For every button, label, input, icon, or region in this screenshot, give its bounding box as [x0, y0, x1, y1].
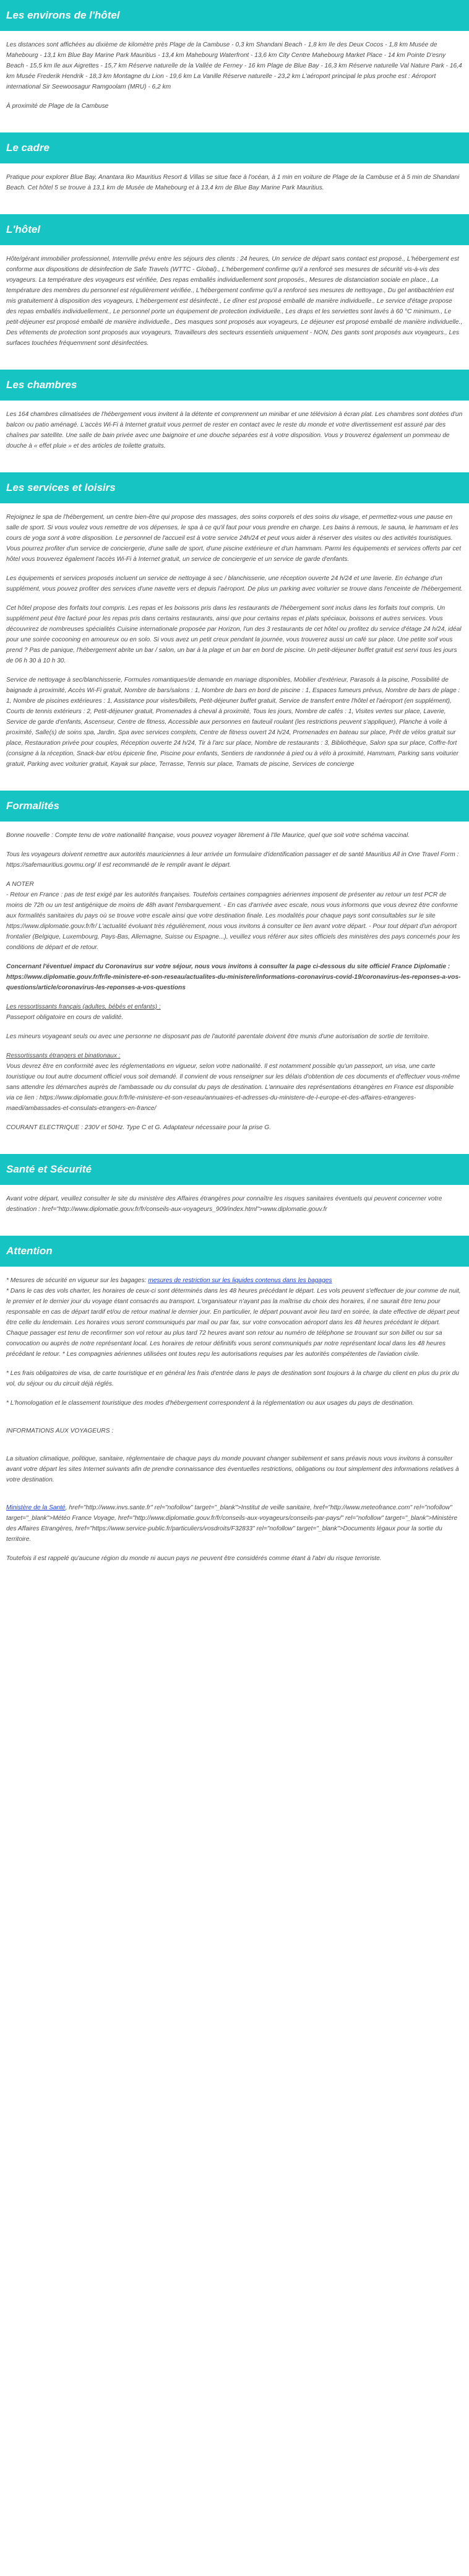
section-title-formalites: Formalités [0, 791, 469, 822]
formalites-etrangers [6, 1051, 463, 1114]
formalites-ressortissants-fr-title: Les ressortissants français (adultes, bébés et enfants) : [6, 1004, 161, 1010]
attention-bagages [6, 1275, 463, 1360]
formalites-mineurs: Les mineurs voyageant seuls ou avec une personne ne disposant pas de l'autorité parentale doivent être munis d'une autorisation de sortie de territoire. [6, 1033, 430, 1040]
formalites-etrangers-title: Ressortissants étrangers et binationaux : [6, 1052, 121, 1059]
section-title-hotel: L'hôtel [0, 214, 469, 245]
section-body-attention [0, 1267, 469, 1575]
hotel-text: Hôte/gérant immobilier professionnel, Interrville prévu entre les séjours des clients : 24 heures, Un service de départ sans contact est proposé., L'hébergement est conforme aux dispositions de désinfection de Safe Travels (WTTC - Global)., L'hébergement confirme qu'il a renforcé ses mesures de sécurité vis-à-vis des voyageurs. La température des voyageurs est vérifiée, Des repas emballés individuellement sont proposés., Mesures de distanciation sociale en place., La température des membres du personnel est régulièrement vérifiée., L'hébergement confirme qu'il a renforcé ses mesures de nettoyage., Du gel antibactérien est mis gratuitement à disposition des voyageurs, L'hébergement est désinfecté., Le dîner est proposé emballé de manière individuelle., Le service d'étage propose des repas emballés individuellement., Le personnel porte un équipement de protection individuelle., Les draps et les serviettes sont lavés à 60 °C minimum., Le petit-déjeuner est proposé emballé de manière individuelle., Des masques sont proposés aux voyageurs, Le déjeuner est proposé emballé de manière individuelle., Des vêtements de protection sont proposés aux voyageurs, Travailleurs des secteurs essentiels uniquement - NON, Des gants sont proposés aux voyageurs., Les surfaces touchées fréquemment sont désinfectées. [6, 256, 463, 347]
services-equipements: Les équipements et services proposés incluent un service de nettoyage à sec / blanchisserie, une réception ouverte 24 h/24 et une laverie. En échange d'un supplément, vous pouvez profiter des services d'une navette vers et depuis l'aéroport. De plus un parking avec voiturier se trouve dans l'enceinte de l'hébergement. [6, 575, 463, 592]
link-ministere-sante[interactable]: Ministère de la Santé [6, 1504, 66, 1511]
formalites-ressortissants-fr [6, 1002, 463, 1023]
formalites-a-noter-text: - Retour en France : pas de test exigé par les autorités françaises. Toutefois certaines compagnies aériennes imposent de présenter au retour un test PCR de moins de 72h ou un test antigénique de moins de 48h avant l'embarquement. - En cas d'arrivée avec escale, nous vous informons que vous devrez être conforme aux formalités sanitaires du pays où se trouve votre escale ainsi que votre destination finale. Les modalités pour chaque pays sont consultables sur le site https://www.diplomatie.gouv.fr/fr/ L'actualité évoluant très régulièrement, nous vous invitons à consulter ce lien avant votre départ. - Pour tout départ d'un aéroport frontalier (Belgique, Luxembourg, Pays-Bas, Allemagne, Suisse ou Espagne...), veuillez vous référer aux sites officiels des ministères des pays concernés pour les conditions de départ et de retour. [6, 891, 460, 951]
section-title-cadre: Le cadre [0, 132, 469, 163]
attention-bagages-prefix: * Mesures de sécurité en vigueur sur les bagages: [6, 1277, 148, 1284]
spacer [0, 360, 469, 370]
attention-sites [6, 1503, 463, 1545]
attention-homologation: * L'homologation et le classement touristique des modes d'hébergement correspondent à la réglementation ou aux usages du pays de destination. [6, 1400, 415, 1407]
formalites-bonne-nouvelle: Bonne nouvelle : Compte tenu de votre nationalité française, vous pouvez voyager librement à l'Ile Maurice, quel que soit votre schéma vaccinal. [6, 832, 410, 839]
formalites-coronavirus: Concernant l'éventuel impact du Coronavirus sur votre séjour, nous vous invitons à consulter la page ci-dessous du site officiel France Diplomatie : https://www.diplomatie.gouv.fr/fr/le-ministere-et-son-reseau/actualites-du-ministere/informations-coronavirus-covid-19/coronavirus-les-reponses-a-vos-questions/article/coronavirus-les-reponses-a-vos-questions [6, 963, 461, 991]
environs-proximity: À proximité de Plage de la Cambuse [6, 103, 109, 110]
section-body-cadre [0, 163, 469, 204]
services-restauration: Cet hôtel propose des forfaits tout compris. Les repas et les boissons pris dans les restaurants de l'hébergement sont inclus dans les forfaits tout compris. Un supplément peut être facturé pour les repas pris dans certains restaurants, ainsi que pour certains repas et plats spéciaux, boissons et autres services. Vous découvrirez de nombreuses spécialités Cuisine internationale proposée par Horizon, l'un des 3 restaurants de cet hôtel ou profitez du service d'étage 24 h/24, idéal pour une soirée cocooning en amoureux ou en solo. Si vous avez un petit creux pendant la journée, vous trouverez aussi un café sur place. Une petite soif vous prend ? Pas de panique, l'hébergement abrite un bar / salon, un bar à la plage et un bar en bord de piscine. Un petit-déjeuner buffet gratuit est servi tous les jours de 06 h 30 à 10 h 30. [6, 605, 462, 664]
formalites-ressortissants-fr-text: Passeport obligatoire en cours de validité. [6, 1014, 124, 1021]
environs-distances: Les distances sont affichées au dixième de kilomètre près Plage de la Cambuse - 0,3 km Shandani Beach - 1,8 km Ile des Deux Cocos - 1,8 km Musée de Mahebourg - 13,1 km Blue Bay Marine Park Mauritius - 13,4 km Mahebourg Waterfront - 13,6 km City Centre Mahebourg Market Place - 14 km Pointe D'esny Beach - 15,5 km Ile aux Aigrettes - 15,7 km Réserve naturelle de la Vallée de Ferney - 16 km Plage de Blue Bay - 16,3 km Réserve naturelle Val Nature Park - 16,4 km Musée Frederik Hendrik - 18,3 km Montagne du Lion - 19,6 km La Vanille Réserve naturelle - 23,2 km L'aéroport principal le plus proche est : Aéroport international Sir Seewoosagur Ramgoolam (MRU) - 6,2 km [6, 41, 462, 90]
attention-situation: La situation climatique, politique, sanitaire, réglementaire de chaque pays du monde pouvant changer subitement et sans préavis nous vous invitons à consulter avant votre départ les sites Internet suivants afin de prendre connaissance des éventuelles restrictions, obligations ou tout simplement des informations relatives à votre destination. [6, 1455, 459, 1483]
section-body-chambres [0, 401, 469, 462]
attention-infos-voyageurs-title: INFORMATIONS AUX VOYAGEURS : [6, 1428, 114, 1434]
formalites-etrangers-text: Vous devrez être en conformité avec les réglementations en vigueur, selon votre nationalité. Il est notamment possible qu'un passeport, un visa, une carte touristique ou tout autre document officiel vous soit demandé. Il convient de vous renseigner sur les délais d'obtention de ces documents et d'effectuer vous-même sans attendre les démarches auprès de l'ambassade ou du consulat du pays de destination. L'annuaire des représentations étrangères en France est disponible via ce lien : https://www.diplomatie.gouv.fr/fr/le-ministere-et-son-reseau/annuaires-et-adresses-du-ministere-de-l-europe-et-des-affaires-etrangeres-maedi/ambassades-et-consulats-etrangers-en-france/ [6, 1063, 460, 1112]
services-spa: Rejoignez le spa de l'hébergement, un centre bien-être qui propose des massages, des soins corporels et des soins du visage, et permettez-vous une pause en salle de sport. Si vous voulez vous remettre de vos dépenses, le spa à ce qu'il faut pour vous prendre en charge. Les bains à remous, le sauna, le hammam et les cours de yoga sont à votre disposition. Le personnel de l'accueil est à votre service 24h/24 et peut vous aider à réserver des visites ou des activités touristiques. Vous pourrez profiter d'un service de conciergerie, d'une salle de sport, d'une piscine extérieure et d'un hammam. Parmi les équipements et services offerts par cet hôtel vous trouverez également l'accès Wi-Fi à Internet gratuit, un service de conciergerie et un service de garde d'enfants. [6, 514, 462, 563]
attention-sites-text: , href="http://www.invs.sante.fr" rel="nofollow" target="_blank">Institut de veille sanitaire, href="http://www.meteofrance.com" rel="nofollow" target="_blank">Météo France Voyage, href="http://www.diplomatie.gouv.fr/fr/conseils-aux-voyageurs/conseils-par-pays/" rel="nofollow" target="_blank">Ministère des Affaires Etrangères, href="https://www.service-public.fr/particuliers/vosdroits/F32833" rel="nofollow" target="_blank">Documents légaux pour la sortie du territoire. [6, 1504, 458, 1543]
formalites-formulaire: Tous les voyageurs doivent remettre aux autorités mauriciennes à leur arrivée un formulaire d'identification passager et de santé Mauritius All in One Travel Form : https://safemauritius.govmu.org/ Il est recommandé de le remplir avant le départ. [6, 851, 459, 869]
cadre-text: Pratique pour explorer Blue Bay, Anantara Iko Mauritius Resort & Villas se situe face à l'océan, à 1 min en voiture de Plage de la Cambuse et à 5 min de Shandani Beach. Cet hôtel 5 se trouve à 13,1 km de Musée de Mahebourg et à 13,4 km de Blue Bay Marine Park Mauritius. [6, 174, 460, 191]
section-body-services [0, 503, 469, 781]
spacer [0, 1144, 469, 1154]
formalites-a-noter-title: A NOTER [6, 881, 34, 888]
section-title-attention: Attention [0, 1236, 469, 1267]
spacer [0, 781, 469, 791]
formalites-a-noter [6, 879, 463, 953]
section-title-sante: Santé et Sécurité [0, 1154, 469, 1185]
spacer [0, 462, 469, 472]
section-body-environs [0, 31, 469, 123]
section-title-chambres: Les chambres [0, 370, 469, 401]
attention-terrorisme: Toutefois il est rappelé qu'aucune région du monde ni aucun pays ne peuvent être considérés comme étant à l'abri du risque terroriste. [6, 1555, 382, 1562]
chambres-text: Les 164 chambres climatisées de l'hébergement vous invitent à la détente et comprennent un minibar et une télévision à écran plat. Les chambres sont dotées d'un balcon ou patio aménagé. L'accès Wi-Fi à Internet gratuit vous permet de rester en contact avec le reste du monde et votre divertissement est assuré par des chaînes par satellite. Une salle de bain privée avec une baignoire et une douche séparées est à votre disposition. Vous y trouverez également un pommeau de douche à « effet pluie » et des articles de toilette gratuits. [6, 411, 463, 449]
services-list: Service de nettoyage à sec/blanchisserie, Formules romantiques/de demande en mariage disponibles, Mobilier d'extérieur, Parasols à la piscine, Possibilité de baignade à proximité, Accès Wi-Fi gratuit, Nombre de bars/salons : 1, Nombre de bars en bord de piscine : 1, Espaces fumeurs prévus, Nombre de bars de plage : 1, Nombre de piscines extérieures : 1, Assistance pour visites/billets, Petit-déjeuner buffet gratuit, Service de transfert entre l'hôtel et l'aéroport (en supplément), Courts de tennis extérieurs : 2, Petit-déjeuner gratuit, Promenades à cheval à proximité, Tous les jours, Nombre de cafés : 1, Visites vertes sur place, Laverie, Service de garde d'enfants, Ascenseur, Centre de fitness, Accessible aux personnes en fauteuil roulant (les restrictions peuvent s'appliquer), Planche à voile à proximité, Salle(s) de soins spa, Jardin, Spa avec services complets, Centre de fitness ouvert 24 h/24, Promenades en bateau sur place, Prêt de vélos gratuit sur place, Restauration privée pour couples, Réception ouverte 24 h/24, Tir à l'arc sur place, Nombre de restaurants : 3, Bibliothèque, Salon spa sur place, Coffre-fort (consigne à la réception, Snack-bar et/ou épicerie fine, Piscine pour enfants, Sentiers de randonnée à pied ou à vélo à proximité, Hammam, Parking sans voiturier gratuit, Parking avec voiturier gratuit, Kayak sur place, Terrasse, Tennis sur place, Tramats de piscine, Services de concierge [6, 677, 460, 768]
section-title-services: Les services et loisirs [0, 472, 469, 503]
section-body-formalites [0, 822, 469, 1144]
link-restriction-liquides[interactable]: mesures de restriction sur les liquides contenus dans les bagages [148, 1277, 332, 1284]
sante-text: Avant votre départ, veuillez consulter le site du ministère des Affaires étrangères pour connaître les risques sanitaires éventuels qui peuvent concerner votre destination : href="http://www.diplomatie.gouv.fr/fr/conseils-aux-voyageurs_909/index.html">www.diplomatie.gouv.fr [6, 1195, 442, 1213]
attention-vols-charter: * Dans le cas des vols charter, les horaires de ceux-ci sont déterminés dans les 48 heures précédant le départ. Les vols peuvent s'effectuer de jour comme de nuit, le premier et le dernier jour du voyage étant consacrés au transport. L'organisateur n'ayant pas la maîtrise du choix des horaires, il ne saurait être tenu pour responsable en cas de départ tardif et/ou de retour matinal le dernier jour. En particulier, le départ pouvant avoir lieu tard en soirée, la date effective de départ peut être celle du lendemain. Les horaires vous seront communiqués par mail ou par fax, sur votre convocation aéroport dans les 48 heures précédant le départ. Chaque passager est tenu de reconfirmer son vol retour au plus tard 72 heures avant son retour au numéro de téléphone se trouvant sur son billet ou sur sa convocation ou auprès de notre représentant local. Les horaires de retour définitifs vous seront communiqués par notre représentant local dans les 48 heures précédant le retour. * Les compagnies aériennes utilisées ont toutes reçu les autorisations requises par les autorités compétentes de l'aviation civile. [6, 1288, 461, 1358]
spacer [0, 204, 469, 214]
formalites-courant: COURANT ELECTRIQUE : 230V et 50Hz. Type C et G. Adaptateur nécessaire pour la prise G. [6, 1124, 272, 1131]
section-title-environs: Les environs de l'hôtel [0, 0, 469, 31]
section-body-hotel [0, 245, 469, 360]
spacer [0, 123, 469, 132]
section-body-sante [0, 1185, 469, 1226]
spacer [0, 1226, 469, 1236]
attention-frais-visa: * Les frais obligatoires de visa, de carte touristique et en général les frais d'entrée dans le pays de destination sont toujours à la charge du client en plus du prix du vol, du séjour ou du circuit déjà réglés. [6, 1370, 459, 1387]
